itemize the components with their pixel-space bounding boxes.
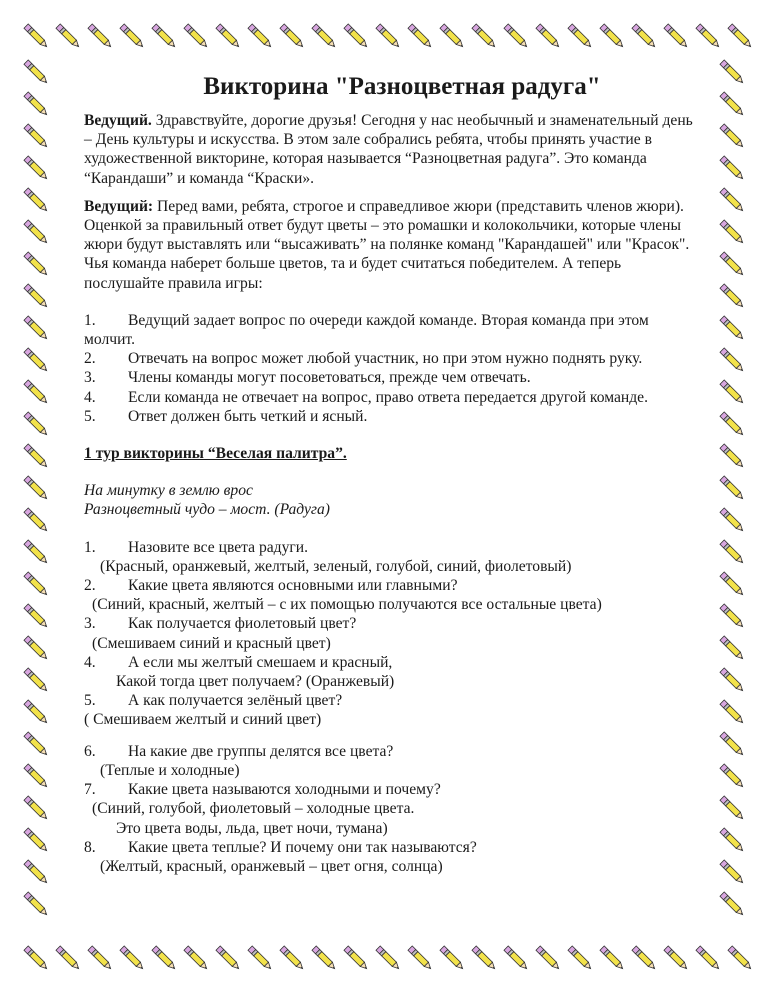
question: 2. Какие цвета являются основными или главными? (84, 577, 458, 595)
rules-list (84, 311, 700, 426)
rule-item: 5. Ответ должен быть четкий и ясный. (84, 407, 368, 425)
pencil-icon (720, 412, 745, 437)
answer: (Синий, голубой, фиолетовый – холодные цвета. (92, 800, 415, 818)
pencil-icon (568, 946, 593, 971)
question: 3. Как получается фиолетовый цвет? (84, 615, 357, 633)
host-label: Ведущий: (84, 197, 154, 215)
pencil-icon (472, 24, 497, 49)
pencil-icon (720, 796, 745, 821)
question: 6. На какие две группы делятся все цвета? (84, 742, 394, 760)
pencil-icon (24, 60, 49, 85)
pencil-icon (408, 946, 433, 971)
pencil-icon (24, 764, 49, 789)
pencil-icon (344, 946, 369, 971)
pencil-icon (280, 24, 305, 49)
answer: (Синий, красный, желтый – с их помощью получаются все остальные цвета) (92, 596, 602, 614)
pencil-icon (24, 892, 49, 917)
pencil-icon (24, 508, 49, 533)
answer: ( Смешиваем желтый и синий цвет) (84, 711, 322, 729)
pencil-icon (720, 764, 745, 789)
question: 7. Какие цвета называются холодными и почему? (84, 781, 441, 799)
answer-continuation: Это цвета воды, льда, цвет ночи, тумана) (116, 819, 388, 837)
tour-heading: 1 тур викторины “Веселая палитра”. (84, 445, 347, 463)
pencil-border-bottom (0, 934, 768, 994)
questions-list (84, 538, 700, 876)
pencil-icon (24, 124, 49, 149)
intro-text-2: Перед вами, ребята, строгое и справедливое жюри (представить членов жюри). Оценкой за правильный ответ будут цветы – это ромашки и колокольчики, которые члены жюри будут выставлять или “высаживать” на полянке команд "Карандашей" или "Красок". Чья команда наберет больше цветов, та и будет считаться победителем. А теперь послушайте правила игры: (84, 197, 690, 292)
answer: (Красный, оранжевый, желтый, зеленый, голубой, синий, фиолетовый) (100, 557, 572, 575)
pencil-icon (720, 444, 745, 469)
question: 1. Назовите все цвета радуги. (84, 538, 309, 556)
pencil-icon (440, 946, 465, 971)
pencil-icon (24, 348, 49, 373)
pencil-icon (408, 24, 433, 49)
pencil-icon (720, 156, 745, 181)
pencil-icon (24, 316, 49, 341)
pencil-icon (720, 252, 745, 277)
answer: (Желтый, красный, оранжевый – цвет огня, солнца) (100, 857, 443, 875)
pencil-icon (720, 476, 745, 501)
pencil-icon (600, 24, 625, 49)
riddle (84, 481, 700, 519)
question: 4. А если мы желтый смешаем и красный, (84, 653, 393, 671)
rule-item: 3. Члены команды могут посоветоваться, прежде чем отвечать. (84, 369, 531, 387)
pencil-icon (720, 700, 745, 725)
pencil-icon (344, 24, 369, 49)
document-title: Викторина "Разноцветная радуга" (203, 73, 601, 100)
pencil-icon (216, 24, 241, 49)
pencil-icon (720, 124, 745, 149)
pencil-icon (24, 572, 49, 597)
pencil-icon (24, 668, 49, 693)
pencil-icon (24, 92, 49, 117)
pencil-icon (720, 892, 745, 917)
pencil-icon (720, 316, 745, 341)
pencil-icon (632, 946, 657, 971)
pencil-icon (24, 636, 49, 661)
pencil-icon (24, 444, 49, 469)
intro-paragraph-1 (84, 111, 700, 188)
pencil-icon (664, 946, 689, 971)
pencil-icon (720, 572, 745, 597)
pencil-icon (720, 604, 745, 629)
pencil-icon (24, 188, 49, 213)
pencil-border-top (0, 0, 768, 60)
pencil-icon (664, 24, 689, 49)
pencil-icon (720, 220, 745, 245)
pencil-icon (152, 24, 177, 49)
pencil-icon (536, 24, 561, 49)
pencil-icon (600, 946, 625, 971)
intro-text-1: Здравствуйте, дорогие друзья! Сегодня у нас необычный и знаменательный день – День культуры и искусства. В этом зале собрались ребята, чтобы принять участие в художественной викторине, которая называется “Разноцветная радуга”. Это команда “Карандаши” и команда “Краски». (84, 112, 693, 187)
question-continuation: Какой тогда цвет получаем? (Оранжевый) (116, 673, 395, 691)
pencil-icon (152, 946, 177, 971)
pencil-icon (24, 732, 49, 757)
pencil-icon (312, 946, 337, 971)
pencil-icon (24, 156, 49, 181)
pencil-icon (24, 860, 49, 885)
pencil-icon (120, 946, 145, 971)
rule-item: 4. Если команда не отвечает на вопрос, право ответа передается другой команде. (84, 388, 648, 406)
riddle-line: На минутку в землю врос (84, 482, 253, 500)
pencil-icon (720, 92, 745, 117)
rule-item: 1. Ведущий задает вопрос по очереди каждой команде. Вторая команда при этом молчит. (84, 311, 649, 349)
pencil-icon (720, 188, 745, 213)
pencil-icon (88, 24, 113, 49)
pencil-icon (720, 860, 745, 885)
pencil-icon (568, 24, 593, 49)
host-label: Ведущий. (84, 112, 152, 129)
pencil-icon (312, 24, 337, 49)
pencil-border-left (0, 0, 60, 994)
pencil-border-right (708, 0, 768, 994)
pencil-icon (24, 252, 49, 277)
pencil-icon (88, 946, 113, 971)
answer: (Смешиваем синий и красный цвет) (92, 634, 331, 652)
pencil-icon (24, 796, 49, 821)
pencil-icon (720, 732, 745, 757)
pencil-icon (632, 24, 657, 49)
pencil-icon (440, 24, 465, 49)
pencil-icon (376, 946, 401, 971)
answer: (Теплые и холодные) (100, 761, 240, 779)
pencil-icon (720, 508, 745, 533)
pencil-icon (720, 668, 745, 693)
pencil-icon (24, 828, 49, 853)
pencil-icon (720, 636, 745, 661)
question: 5. А как получается зелёный цвет? (84, 692, 343, 710)
pencil-icon (24, 604, 49, 629)
pencil-icon (24, 220, 49, 245)
rule-item: 2. Отвечать на вопрос может любой участник, но при этом нужно поднять руку. (84, 350, 643, 368)
pencil-icon (472, 946, 497, 971)
pencil-icon (24, 476, 49, 501)
pencil-icon (720, 380, 745, 405)
pencil-icon (216, 946, 241, 971)
pencil-icon (720, 60, 745, 85)
pencil-icon (24, 380, 49, 405)
pencil-icon (280, 946, 305, 971)
document-body (84, 72, 700, 876)
pencil-icon (720, 348, 745, 373)
intro-paragraph-2 (84, 197, 700, 293)
pencil-icon (536, 946, 561, 971)
pencil-icon (120, 24, 145, 49)
pencil-icon (248, 24, 273, 49)
pencil-icon (720, 284, 745, 309)
riddle-line: Разноцветный чудо – мост. (Радуга) (84, 501, 330, 519)
pencil-icon (24, 540, 49, 565)
pencil-icon (504, 946, 529, 971)
question: 8. Какие цвета теплые? И почему они так называются? (84, 838, 477, 856)
pencil-icon (376, 24, 401, 49)
pencil-icon (720, 828, 745, 853)
pencil-icon (720, 540, 745, 565)
pencil-icon (184, 946, 209, 971)
pencil-icon (504, 24, 529, 49)
pencil-icon (24, 700, 49, 725)
pencil-icon (248, 946, 273, 971)
pencil-icon (24, 284, 49, 309)
pencil-icon (24, 412, 49, 437)
pencil-icon (184, 24, 209, 49)
